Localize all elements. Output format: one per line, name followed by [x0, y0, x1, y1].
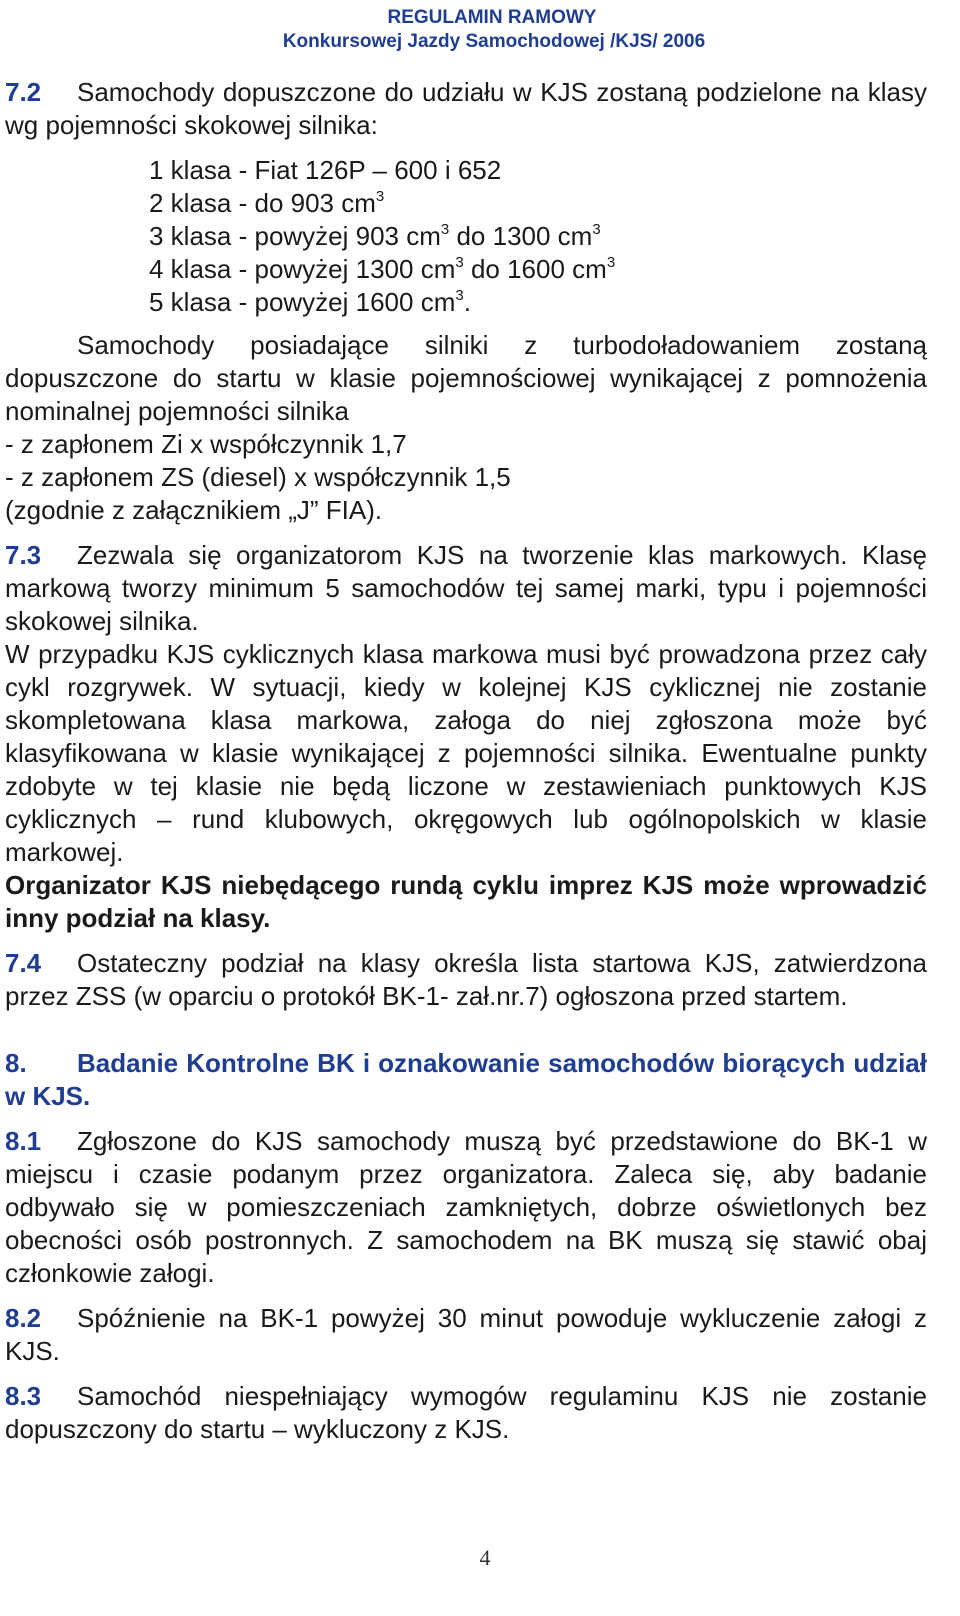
engine-class-list: [149, 154, 927, 319]
list-item: 1 klasa - Fiat 126P – 600 i 652: [149, 155, 502, 185]
list-item: 5 klasa - powyżej 1600 $cm^3$.: [149, 287, 471, 317]
header-title: REGULAMIN RAMOWY: [387, 7, 597, 28]
coefficient-zs: - z zapłonem ZS (diesel) x współczynnik 1,5: [5, 462, 511, 492]
list-item: 3 klasa - powyżej 903 $cm^3$ do 1300 $cm^3$: [149, 221, 601, 251]
list-item: 2 klasa - do 903 $cm^3$: [149, 188, 385, 218]
section-8-heading: 8. Badanie Kontrolne BK i oznakowanie samochodów biorących udział w KJS.: [5, 1048, 927, 1111]
section-7-3-bold-note: Organizator KJS niebędącego rundą cyklu imprez KJS może wprowadzić inny podział na klasy.: [5, 870, 927, 933]
section-8-1-text: 8.1 Zgłoszone do KJS samochody muszą być przedstawione do BK-1 w miejscu i czasie podanym przez organizatora. Zaleca się, aby badanie odbywało się w pomieszczeniach zamkniętych, dobrze oświetlonych bez obecności osób postronnych. Z samochodem na BK muszą się stawić obaj członkowie załogi.: [5, 1126, 927, 1288]
paragraph-text: Samochody dopuszczone do udziału w KJS zostaną podzielone na klasy wg pojemności skokowej silnika:: [5, 77, 927, 140]
page-header: [0, 6, 960, 54]
coefficient-zi: - z zapłonem Zi x współczynnik 1,7: [5, 429, 407, 459]
fia-reference: (zgodnie z załącznikiem „J” FIA).: [5, 495, 383, 525]
section-7-3-cyclic: W przypadku KJS cyklicznych klasa markowa musi być prowadzona przez cały cykl rozgrywek. W sytuacji, kiedy w kolejnej KJS cyklicznej nie zostanie skompletowana klasa markowa, załoga do niej zgłoszona może być klasyfikowana w klasie wynikającej z pojemności silnika. Ewentualne punkty zdobyte w tej klasie nie będą liczone w zestawieniach punktowych KJS cyklicznych – rund klubowych, okręgowych lub ogólnopolskich w klasie markowej.: [5, 639, 927, 867]
turbo-paragraph: Samochody posiadające silniki z turbodoładowaniem zostaną dopuszczone do startu w klasie pojemnościowej wynikającej z pomnożenia nominalnej pojemności silnika: [5, 330, 927, 426]
section-number: 7.2: [5, 77, 42, 107]
section-number: 8.3: [5, 1381, 42, 1411]
section-number: 8.1: [5, 1126, 42, 1156]
section-number: 7.4: [5, 948, 42, 978]
section-8-3-text: 8.3 Samochód niespełniający wymogów regulaminu KJS nie zostanie dopuszczony do startu – wykluczony z KJS.: [5, 1381, 927, 1444]
list-item: 4 klasa - powyżej 1300 $cm^3$ do 1600 $cm^3$: [149, 254, 616, 284]
section-7-3-text: 7.3 Zezwala się organizatorom KJS na tworzenie klas markowych. Klasę markową tworzy minimum 5 samochodów tej samej marki, typu i pojemności skokowej silnika.: [5, 540, 927, 636]
section-number: 8.2: [5, 1303, 42, 1333]
section-number: 8.: [5, 1048, 27, 1078]
section-8-2-text: 8.2 Spóźnienie na BK-1 powyżej 30 minut powoduje wykluczenie załogi z KJS.: [5, 1303, 927, 1366]
header-subtitle: Konkursowej Jazdy Samochodowej /KJS/ 2006: [282, 31, 706, 52]
section-number: 7.3: [5, 540, 42, 570]
page-number: 4: [479, 1545, 491, 1570]
section-7-2-intro: [5, 76, 927, 142]
document-body: [5, 76, 927, 1446]
section-7-4-text: 7.4 Ostateczny podział na klasy określa lista startowa KJS, zatwierdzona przez ZSS (w oparciu o protokół BK-1- zał.nr.7) ogłoszona przed startem.: [5, 948, 927, 1011]
